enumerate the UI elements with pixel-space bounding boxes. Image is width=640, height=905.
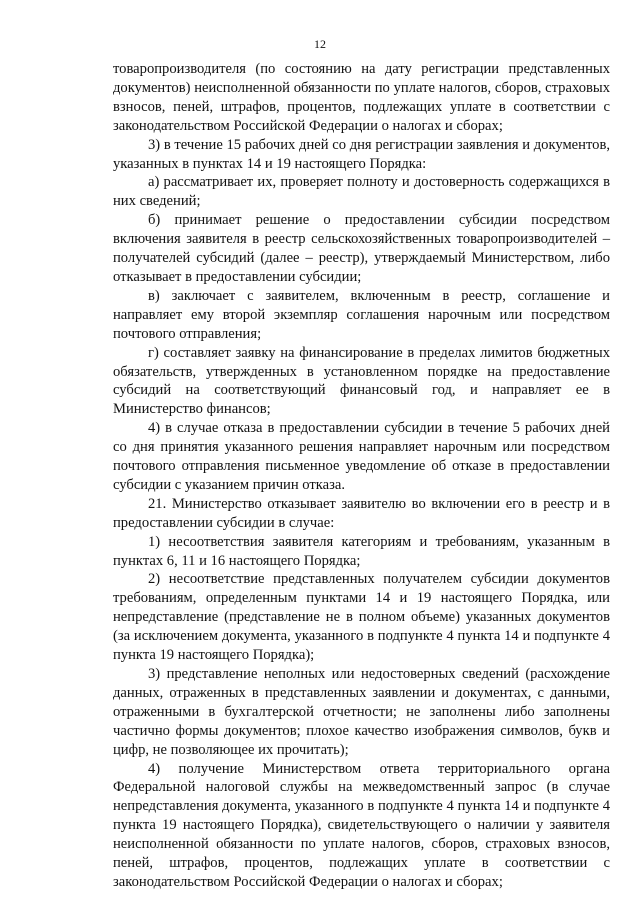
paragraph-item-3: 3) в течение 15 рабочих дней со дня регистрации заявления и документов, указанных в пунктах 14 и 19 настоящего Порядка: — [113, 136, 610, 172]
paragraph-continuation: товаропроизводителя (по состоянию на дату регистрации представленных документов) неисполненной обязанности по уплате налогов, сборов, страховых взносов, пеней, штрафов, процентов, подлежащих уплате в соответствии с законодательством Российской Федерации о налогах и сборах; — [113, 61, 610, 134]
paragraph-reason-3: 3) представление неполных или недостоверных сведений (расхождение данных, отраженных в представленных заявлении и документах, с данными, отраженными в бухгалтерской отчетности; не заполнены либо заполнены частично формы документов; плохое качество изображения символов, букв и цифр, не позволяющее их прочитать); — [113, 666, 610, 758]
paragraph-subitem-b: б) принимает решение о предоставлении субсидии посредством включения заявителя в реестр сельскохозяйственных товаропроизводителей – получателей субсидий (далее – реестр), утверждаемый Министерством, либо отказывает в предоставлении субсидии; — [113, 212, 610, 285]
paragraph-clause-21: 21. Министерство отказывает заявителю во включении его в реестр и в предоставлении субсидии в случае: — [113, 495, 610, 531]
paragraph-reason-4: 4) получение Министерством ответа территориального органа Федеральной налоговой службы на межведомственный запрос (в случае непредставления документа, указанного в подпункте 4 пункта 14 и подпункте 4 пункта 19 настоящего Порядка), свидетельствующего о наличии у заявителя неисполненной обязанности по уплате налогов, сборов, страховых взносов, пеней, штрафов, процентов, подлежащих уплате в соответствии с законодательством Российской Федерации о налогах и сборах; — [113, 760, 610, 890]
paragraph-subitem-g: г) составляет заявку на финансирование в пределах лимитов бюджетных обязательств, утвержденных в установленном порядке на предоставление субсидий на соответствующий финансовый год, и направляет ее в Министерство финансов; — [113, 344, 610, 418]
page-number: 12 — [314, 37, 326, 51]
document-body — [113, 60, 610, 892]
paragraph-reason-1: 1) несоответствия заявителя категориям и требованиям, указанным в пунктах 6, 11 и 16 настоящего Порядка; — [113, 533, 610, 569]
paragraph-subitem-a: а) рассматривает их, проверяет полноту и достоверность содержащихся в них сведений; — [113, 174, 610, 210]
paragraph-item-4: 4) в случае отказа в предоставлении субсидии в течение 5 рабочих дней со дня принятия указанного решения направляет нарочным или посредством почтового отправления письменное уведомление об отказе в предоставлении субсидии с указанием причин отказа. — [113, 420, 610, 493]
paragraph-subitem-v: в) заключает с заявителем, включенным в реестр, соглашение и направляет ему второй экземпляр соглашения нарочным или посредством почтового отправления; — [113, 287, 610, 342]
paragraph-reason-2: 2) несоответствие представленных получателем субсидии документов требованиям, определенным пунктами 14 и 19 настоящего Порядка, или непредставление (представление не в полном объеме) указанных документов (за исключением документа, указанного в подпункте 4 пункта 14 и подпункте 4 пункта 19 настоящего Порядка); — [113, 571, 610, 664]
